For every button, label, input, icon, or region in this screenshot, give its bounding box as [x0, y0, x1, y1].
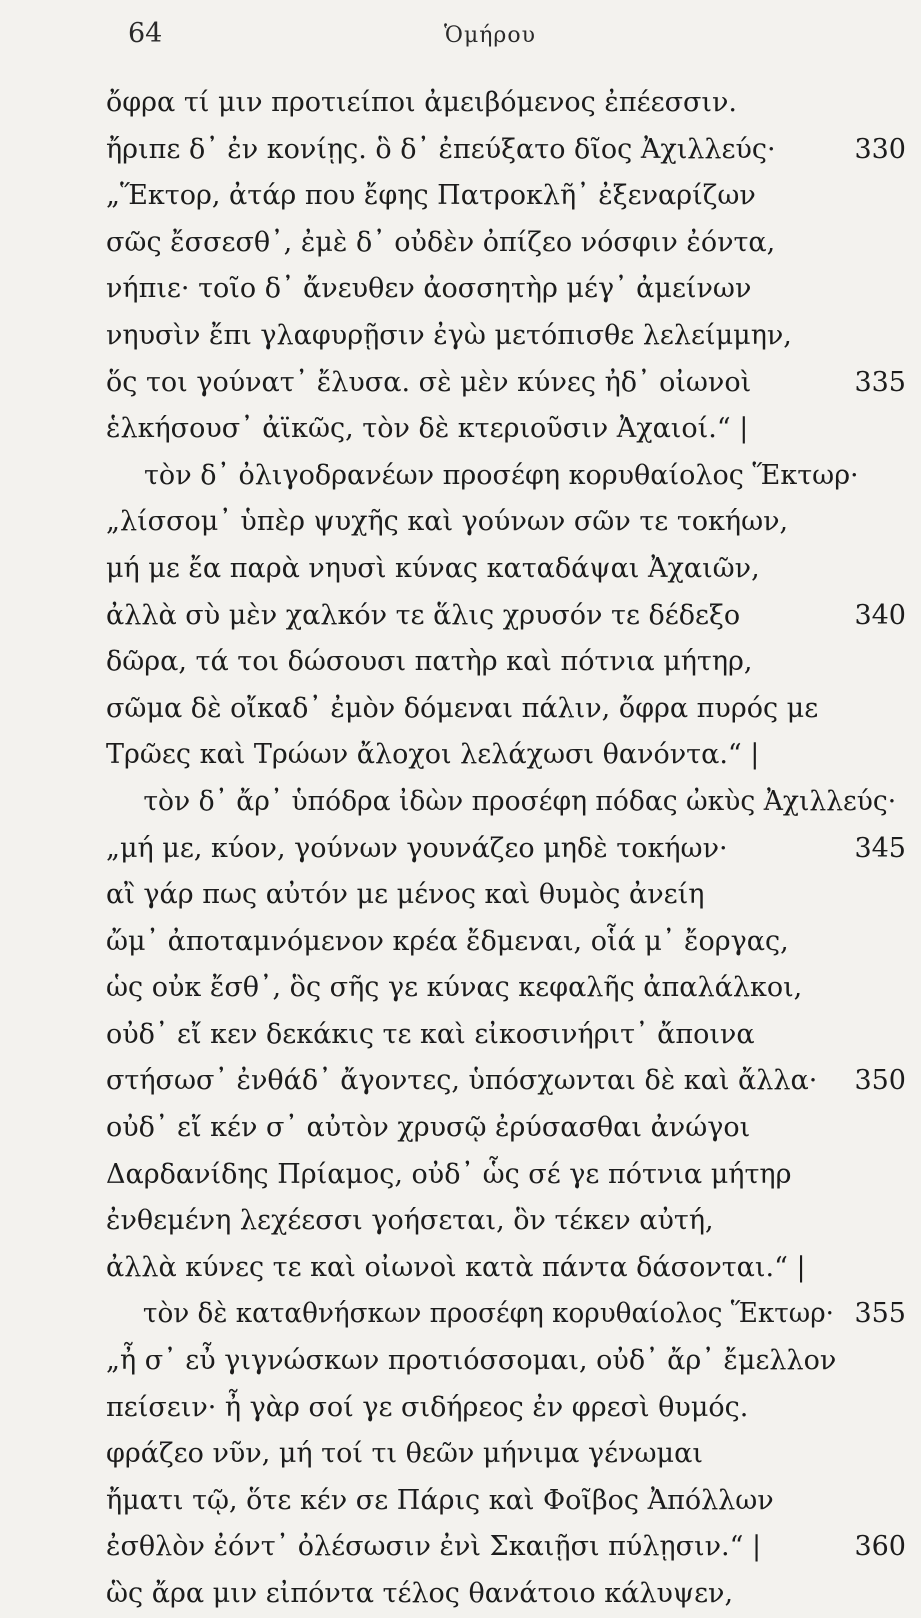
verse-line — [106, 453, 906, 500]
verse-line — [106, 1198, 906, 1245]
verse-line — [106, 1105, 906, 1152]
verse-text: ὄφρα τί μιν προτιείποι ἀμειβόμενος ἐπέεσσιν. — [106, 87, 738, 118]
verse-text: νήπιε· τοῖο δ᾿ ἄνευθεν ἀοσσητὴρ μέγ᾿ ἀμείνων — [106, 273, 752, 305]
verse-text: ἀλλὰ σὺ μὲν χαλκόν τε ἅλις χρυσόν τε δέδεξο — [106, 599, 741, 631]
verse-text: τὸν δ᾿ ὀλιγοδρανέων προσέφη κορυθαίολος Ἕκτωρ· — [144, 459, 859, 491]
verse-line — [106, 1524, 906, 1571]
verse-text: ἤριπε δ᾿ ἐν κονίῃς. ὃ δ᾿ ἐπεύξατο δῖος Ἀχιλλεύς· — [106, 133, 776, 165]
verse-line — [106, 593, 906, 640]
verse-line — [106, 1431, 906, 1478]
verse-line — [106, 1058, 906, 1105]
verse-text: τὸν δὲ καταθνήσκων προσέφη κορυθαίολος Ἕκτωρ· — [142, 1298, 834, 1330]
verse-line — [106, 499, 906, 546]
verse-text: „μή με, κύον, γούνων γουνάζεο μηδὲ τοκήων· — [106, 832, 728, 864]
verse-text: στήσωσ᾿ ἐνθάδ᾿ ἄγοντες, ὑπόσχωνται δὲ καὶ ἄλλα· — [106, 1065, 818, 1097]
verse-text: ἀλλὰ κύνες τε καὶ οἰωνοὶ κατὰ πάντα δάσονται.“ | — [106, 1251, 806, 1283]
verse-line — [106, 686, 906, 733]
verse-line — [106, 1012, 906, 1059]
verse-text: Τρῶες καὶ Τρώων ἄλοχοι λελάχωσι θανόντα.“ | — [106, 739, 760, 771]
verse-text: „ἦ σ᾿ εὖ γιγνώσκων προτιόσσομαι, οὐδ᾿ ἄρ᾿ ἔμελλον — [106, 1345, 837, 1377]
verse-text: ἐνθεμένη λεχέεσσι γοήσεται, ὃν τέκεν αὐτή, — [106, 1205, 714, 1237]
verse-line — [106, 919, 906, 966]
line-number: 350 — [854, 1065, 906, 1097]
verse-text: οὐδ᾿ εἴ κεν δεκάκις τε καὶ εἰκοσινήριτ᾿ ἄποινα — [106, 1018, 755, 1050]
verse-text: δῶρα, τά τοι δώσουσι πατὴρ καὶ πότνια μήτηρ, — [106, 646, 753, 678]
verse-line — [106, 80, 906, 127]
verse-text: σῶς ἔσσεσθ᾿, ἐμὲ δ᾿ οὐδὲν ὀπίζεο νόσφιν ἐόντα, — [106, 226, 776, 258]
line-number: 330 — [854, 133, 906, 165]
line-number: 360 — [854, 1531, 906, 1563]
verse-line — [106, 872, 906, 919]
verse-text: ἤματι τῷ, ὅτε κέν σε Πάρις καὶ Φοῖβος Ἀπόλλων — [106, 1484, 774, 1516]
verse-text: ἑλκήσουσ᾿ ἀϊκῶς, τὸν δὲ κτεριοῦσιν Ἀχαιοί.“ | — [106, 413, 749, 445]
verse-line — [106, 1245, 906, 1292]
verse-text: ὣς ἄρα μιν εἰπόντα τέλος θανάτοιο κάλυψεν, — [106, 1578, 734, 1609]
verse-line — [106, 1152, 906, 1199]
verse-text: σῶμα δὲ οἴκαδ᾿ ἐμὸν δόμεναι πάλιν, ὄφρα πυρός με — [106, 692, 819, 724]
verse-line — [106, 220, 906, 267]
verse-line — [106, 1338, 906, 1385]
line-number: 340 — [854, 599, 906, 631]
verse-line — [106, 826, 906, 873]
verse-text: αἲ γάρ πως αὐτόν με μένος καὶ θυμὸς ἀνείη — [106, 879, 705, 911]
page-number: 64 — [128, 18, 163, 49]
line-number: 345 — [854, 832, 906, 864]
verse-text: ὡς οὐκ ἔσθ᾿, ὃς σῆς γε κύνας κεφαλῆς ἀπαλάλκοι, — [106, 972, 803, 1004]
verse-text: οὐδ᾿ εἴ κέν σ᾿ αὐτὸν χρυσῷ ἐρύσασθαι ἀνώγοι — [106, 1112, 751, 1144]
verse-text: ἐσθλὸν ἐόντ᾿ ὀλέσωσιν ἐνὶ Σκαιῇσι πύλῃσιν.“ | — [106, 1531, 762, 1563]
running-head: Ὁμήρου — [444, 23, 536, 48]
verse-text: Δαρδανίδης Πρίαμος, οὐδ᾿ ὧς σέ γε πότνια μήτηρ — [106, 1158, 792, 1190]
verse-line — [106, 1291, 906, 1338]
verse-list — [106, 80, 906, 1618]
verse-text: πείσειν· ἦ γὰρ σοί γε σιδήρεος ἐν φρεσὶ θυμός. — [106, 1391, 749, 1423]
verse-line — [106, 779, 906, 826]
verse-line — [106, 313, 906, 360]
line-number: 355 — [854, 1298, 906, 1330]
verse-text: τὸν δ᾿ ἄρ᾿ ὑπόδρα ἰδὼν προσέφη πόδας ὠκὺς Ἀχιλλεύς· — [143, 785, 897, 817]
verse-line — [106, 173, 906, 220]
verse-text: ὅς τοι γούνατ᾿ ἔλυσα. σὲ μὲν κύνες ἠδ᾿ οἰωνοὶ — [106, 366, 752, 398]
verse-text: ὤμ᾿ ἀποταμνόμενον κρέα ἔδμεναι, οἷά μ᾿ ἔοργας, — [106, 925, 789, 957]
verse-line — [106, 127, 906, 174]
verse-line — [106, 732, 906, 779]
verse-text: μή με ἔα παρὰ νηυσὶ κύνας καταδάψαι Ἀχαιῶν, — [106, 552, 760, 584]
line-number: 335 — [854, 366, 906, 398]
verse-line — [106, 965, 906, 1012]
verse-text: „Ἕκτορ, ἀτάρ που ἔφης Πατροκλῆ᾿ ἐξεναρίζων — [106, 180, 756, 212]
verse-text: φράζεο νῦν, μή τοί τι θεῶν μήνιμα γένωμαι — [106, 1438, 703, 1470]
verse-line — [106, 1478, 906, 1525]
verse-line — [106, 360, 906, 407]
verse-line — [106, 406, 906, 453]
verse-line — [106, 266, 906, 313]
verse-text: νηυσὶν ἔπι γλαφυρῇσιν ἐγὼ μετόπισθε λελείμμην, — [106, 319, 792, 351]
verse-line — [106, 639, 906, 686]
verse-text: „λίσσομ᾿ ὑπὲρ ψυχῆς καὶ γούνων σῶν τε τοκήων, — [106, 506, 789, 538]
verse-line — [106, 546, 906, 593]
verse-line — [106, 1571, 906, 1618]
verse-line — [106, 1385, 906, 1432]
